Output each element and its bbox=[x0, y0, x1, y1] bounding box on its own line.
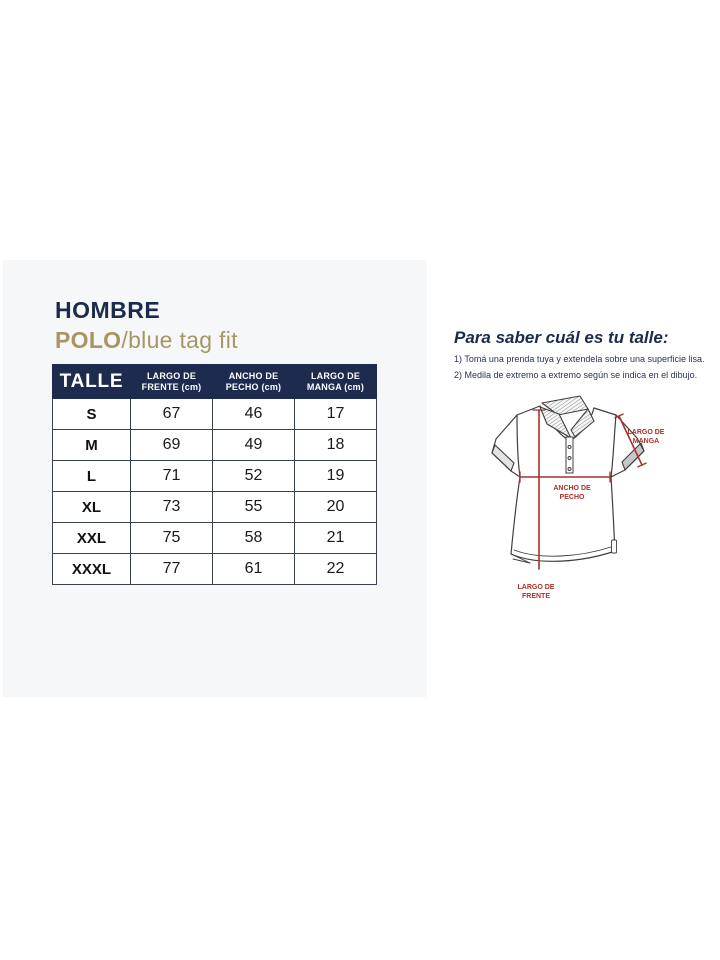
size-cell: XL bbox=[53, 492, 131, 523]
measurement-cell: 61 bbox=[213, 554, 295, 585]
measurement-cell: 75 bbox=[131, 523, 213, 554]
guide-step-1: 1) Tomá una prenda tuya y extendela sobre una superficie lisa. bbox=[454, 354, 705, 364]
guide-steps bbox=[454, 352, 705, 383]
measurement-cell: 73 bbox=[131, 492, 213, 523]
column-header-line: LARGO DE bbox=[146, 370, 197, 381]
size-cell: XXXL bbox=[53, 554, 131, 585]
button bbox=[568, 457, 571, 460]
column-header-ancho-pecho bbox=[213, 365, 295, 399]
product-fit: /blue tag fit bbox=[121, 327, 238, 353]
size-cell: XXL bbox=[53, 523, 131, 554]
measurement-cell: 58 bbox=[213, 523, 295, 554]
measurement-cell: 19 bbox=[295, 461, 377, 492]
column-header-largo-manga bbox=[295, 365, 377, 399]
label-ancho-pecho: PECHO bbox=[559, 494, 585, 501]
measurement-cell: 17 bbox=[295, 399, 377, 430]
product-name: POLO bbox=[55, 327, 122, 353]
table-row bbox=[53, 523, 377, 554]
column-header-line: ANCHO DE bbox=[228, 370, 279, 381]
table-header-row bbox=[53, 365, 377, 399]
measurement-cell: 69 bbox=[131, 430, 213, 461]
measurement-cell: 18 bbox=[295, 430, 377, 461]
label-largo-manga: MANGA bbox=[632, 438, 660, 445]
category-title: HOMBRE bbox=[55, 297, 161, 323]
table-row bbox=[53, 461, 377, 492]
size-table bbox=[52, 364, 377, 585]
measurement-cell: 49 bbox=[213, 430, 295, 461]
label-ancho-pecho: ANCHO DE bbox=[553, 485, 591, 492]
column-header-line: PECHO (cm) bbox=[225, 381, 282, 392]
column-header-largo-frente bbox=[131, 365, 213, 399]
size-cell: M bbox=[53, 430, 131, 461]
table-row bbox=[53, 492, 377, 523]
measurement-cell: 22 bbox=[295, 554, 377, 585]
table-row bbox=[53, 554, 377, 585]
label-largo-frente: FRENTE bbox=[522, 593, 550, 600]
size-cell: L bbox=[53, 461, 131, 492]
column-header-line: MANGA (cm) bbox=[306, 381, 365, 392]
measurement-cell: 77 bbox=[131, 554, 213, 585]
column-header-line: FRENTE (cm) bbox=[141, 381, 202, 392]
product-title bbox=[55, 327, 238, 354]
guide-heading: Para saber cuál es tu talle: bbox=[454, 328, 669, 347]
measurement-cell: 46 bbox=[213, 399, 295, 430]
button bbox=[568, 468, 571, 471]
measurement-cell: 55 bbox=[213, 492, 295, 523]
polo-shirt-illustration bbox=[468, 393, 703, 615]
placket bbox=[566, 437, 573, 473]
button bbox=[568, 446, 571, 449]
size-cell: S bbox=[53, 399, 131, 430]
label-largo-frente: LARGO DE bbox=[517, 584, 555, 591]
table-row bbox=[53, 399, 377, 430]
column-header-talle: TALLE bbox=[53, 365, 131, 399]
measurement-cell: 52 bbox=[213, 461, 295, 492]
table-row bbox=[53, 430, 377, 461]
measurement-cell: 67 bbox=[131, 399, 213, 430]
measurement-cell: 71 bbox=[131, 461, 213, 492]
label-largo-manga: LARGO DE bbox=[627, 429, 665, 436]
title-block bbox=[55, 297, 238, 354]
column-header-line: LARGO DE bbox=[310, 370, 361, 381]
measurement-cell: 20 bbox=[295, 492, 377, 523]
measurement-cell: 21 bbox=[295, 523, 377, 554]
guide-step-2: 2) Medila de extremo a extremo según se indica en el dibujo. bbox=[454, 369, 698, 380]
